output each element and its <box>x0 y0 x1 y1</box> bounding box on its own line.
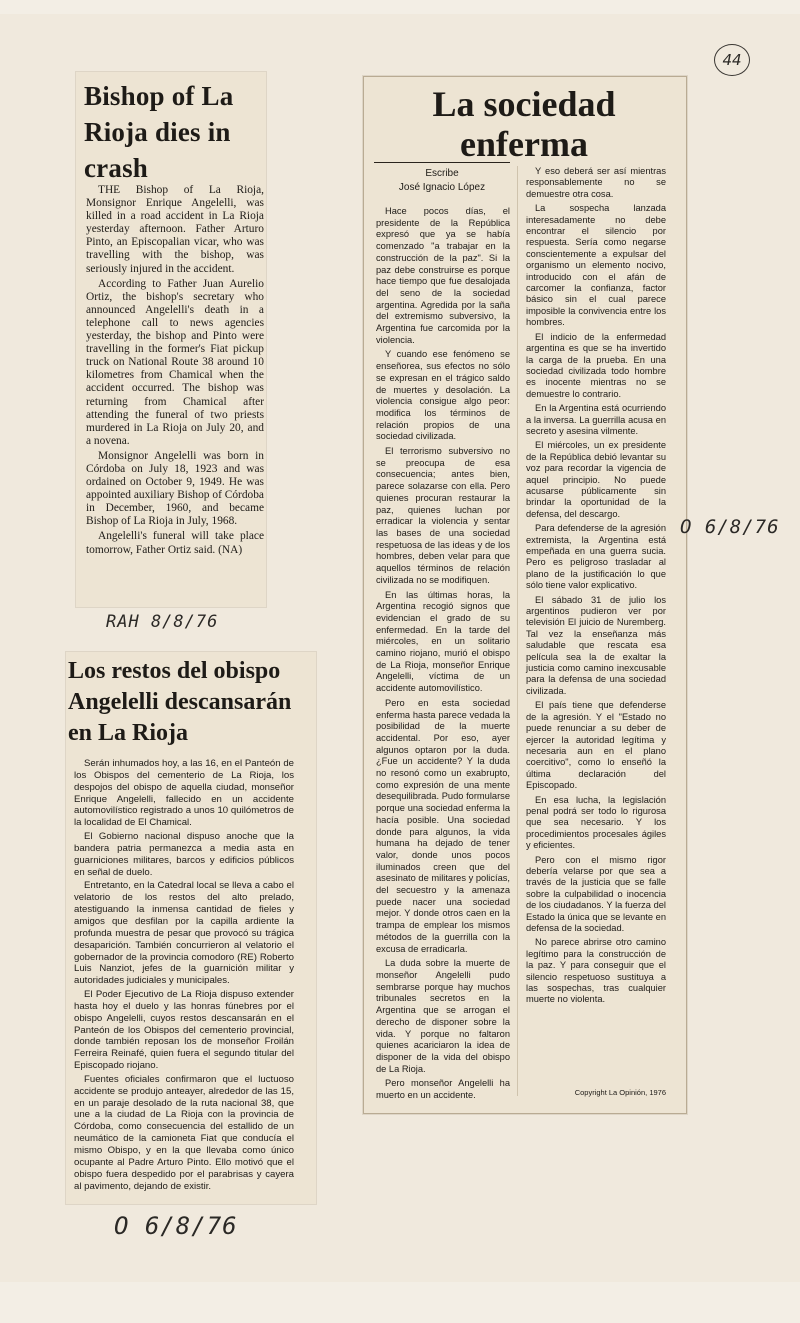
column-rule <box>517 166 518 1096</box>
handwritten-note-rah: RAH 8/8/76 <box>106 612 219 632</box>
paragraph: Y eso deberá ser así mientras responsablemente no se demuestre otra cosa. <box>526 166 666 199</box>
paragraph: Pero con el mismo rigor debería velarse por que sea a través de la justicia que se falle sobre la culpabilidad o inocencia de los ciudadanos. Y la fuerza del Estado la única que se levante en defensa de la sociedad. <box>526 854 666 933</box>
paragraph: According to Father Juan Aurelio Ortiz, the bishop's secretary who announced Angelelli's death in a telephone call to news agencies yesterday, the bishop and Pinto were travelling in the former's Fiat pickup truck on National Route 38 around 10 kilometres from Chamical when the accident occurred. The bishop was returning from Chamical after attending the funeral of two priests murdered in La Rioja on July 20, and a novena. <box>86 277 264 447</box>
paragraph: El Poder Ejecutivo de La Rioja dispuso extender hasta hoy el duelo y las honras fúnebres por el obispo Angelelli, cuyos restos descansarán en el Panteón de los Obispos del cementerio provincial, donde también reposan los de monseñor Froilán Ferreira Reinafé, quien fuera el segundo titular del Episcopado riojano. <box>74 989 294 1072</box>
body-restos <box>74 758 294 1194</box>
paragraph: El miércoles, un ex presidente de la República debió levantar su voz para recordar la vigencia de aquel principio. No puede acusarse públicamente sin brindar la oportunidad de la defensa, del descargo. <box>526 440 666 519</box>
headline-restos: Los restos del obispo Angelelli descansarán en La Rioja <box>68 658 292 746</box>
headline-bishop: Bishop of La Rioja dies in crash <box>84 81 234 183</box>
paragraph: El sábado 31 de julio los argentinos pudieron ver por televisión El juicio de Nuremberg. Tal vez la enseñanza más saludable que rescata esa película sea la de exaltar la justicia como camino inexcusable para la defensa de una sociedad civilizada. <box>526 594 666 696</box>
paragraph: El país tiene que defenderse de la agresión. Y el "Estado no puede renunciar a su deber de ejercer la autoridad legítima y necesaria aun en el plano coercitivo", como lo enseñó la última declaración del Episcopado. <box>526 700 666 791</box>
paragraph: Entretanto, en la Catedral local se lleva a cabo el velatorio de los restos del alto prelado, atestiguando la inmensa cantidad de fieles y amigos que desfilan por la capilla ardiente la profunda muestra de pesar que provocó su trágica desaparición. También concurrieron al velatorio el gobernador de la provincia comodoro (RE) Roberto Luis Nanziot, jefes de la guarnición militar y autoridades judiciales y municipales. <box>74 880 294 987</box>
byline-label: Escribe <box>425 168 459 179</box>
paragraph: En las últimas horas, la Argentina recogió signos que evidencian el grado de su enfermedad. En la tarde del miércoles, en un solitario camino riojano, murió el obispo de La Rioja, monseñor Enrique Angelelli, víctima de un accidente automovilístico. <box>376 589 510 694</box>
paragraph: En esa lucha, la legislación penal podrá ser todo lo rigurosa que sea necesario. Y los procedimientos procesales ágiles y eficientes. <box>526 794 666 851</box>
byline-author: José Ignacio López <box>398 182 486 193</box>
paragraph: No parece abrirse otro camino legítimo para la construcción de la paz. Y para conseguir que el silencio respetuoso sustituya a las sospechas, tras cualquier muerte no violenta. <box>526 937 666 1005</box>
paragraph: El terrorismo subversivo no se preocupa de esa consecuencia; antes bien, parece solazarse con ella. Pero quienes procuran restaurar la paz, quienes luchan por erradicar la violencia y sentar las bases de una sociedad respetuosa de las ideas y de los hombres, deben velar para que aquellos términos de relación civilizada no se modifiquen. <box>376 446 510 585</box>
paragraph: Pero en esta sociedad enferma hasta parece vedada la posibilidad de la muerte accidental. Por eso, ayer algunos optaron por la duda. ¿Fue un accidente? Y la duda no resonó como un exabrupto, como expresión de una mente desequilibrada. Pudo formularse porque una sociedad enferma la hacía posible. Una sociedad donde para algunos, la vida humana ha dejado de tener valor, donde unos pocos iluminados creen que del asesinato de militares y policías, del secuestro y la amenaza puede nacer una sociedad mejor. Y donde otros caen en la trampa de emplear los mismos métodos de la guerrilla con la excusa de erradicarla. <box>376 697 510 954</box>
paragraph: THE Bishop of La Rioja, Monsignor Enrique Angelelli, was killed in a road accident in La Rioja yesterday afternoon. Father Arturo Pinto, an Episcopalian vicar, who was travelling with the bishop, was seriously injured in the accident. <box>86 184 264 275</box>
column-left <box>376 206 510 1105</box>
paragraph: Pero monseñor Angelelli ha muerto en un accidente. <box>376 1078 510 1101</box>
page-number: 44 <box>714 44 750 76</box>
paragraph: La duda sobre la muerte de monseñor Angelelli pudo sembrarse porque hay muchos tribunales secretos en la Argentina que se arrogan el derecho de disponer sobre la vida. Y porque no faltaron quienes acariciaron la idea de disponer de la vida del obispo de La Rioja. <box>376 958 510 1074</box>
headline-sociedad: La sociedad enferma <box>432 84 616 164</box>
paragraph: Fuentes oficiales confirmaron que el luctuoso accidente se produjo anteayer, alrededor de las 15, en un paraje desolado de la ruta nacional 38, que une a la ciudad de La Rioja con la provincia de Córdoba, como consecuencia del estallido de un neumático de la camioneta Fiat que conducía el mismo Obispo, y en la que llevaba como único ocupante al Padre Arturo Pinto. Ello motivó que el obispo fuera despedido por el parabrisas y cayera al pavimento, dejando de existir. <box>74 1073 294 1192</box>
body-bishop <box>86 184 264 559</box>
handwritten-date-right: O 6/8/76 <box>680 516 780 538</box>
paragraph: Serán inhumados hoy, a las 16, en el Panteón de los Obispos del cementerio de La Rioja, los despojos del obispo de aquella ciudad, monseñor Enrique Angelelli, fallecido en un accidente automovilístico registrado a unos 10 quilómetros de la localidad de El Chamical. <box>74 758 294 829</box>
paragraph: En la Argentina está ocurriendo a la inversa. La guerrilla acusa en secreto y asesina vilmente. <box>526 403 666 436</box>
byline <box>374 162 510 195</box>
paragraph: El indicio de la enfermedad argentina es que se ha invertido la carga de la prueba. En una sociedad civilizada todo hombre es inocente mientras no se demuestre lo contrario. <box>526 331 666 399</box>
paragraph: La sospecha lanzada interesadamente no debe encontrar el silencio por respuesta. Sería como negarse conscientemente a expulsar del organismo un elemento nocivo, introducido con el afán de carcomer la confianza, factor básico sin el cual parece imposible la convivencia entre los hombres. <box>526 203 666 328</box>
column-right <box>526 166 666 1009</box>
paragraph: Monsignor Angelelli was born in Córdoba on July 18, 1923 and was ordained on October 9, 1949. He was appointed auxiliary Bishop of Córdoba in December, 1960, and became Bishop of La Rioja in July, 1968. <box>86 449 264 528</box>
handwritten-date-bottom: O 6/8/76 <box>114 1212 238 1240</box>
paragraph: Y cuando ese fenómeno se enseñorea, sus efectos no sólo se expresan en el trágico saldo de muertes y desolación. La violencia consigue algo peor: modifica los términos de relación propios de una sociedad civilizada. <box>376 349 510 442</box>
copyright: Copyright La Opinión, 1976 <box>574 1088 666 1097</box>
paragraph: Para defenderse de la agresión extremista, la Argentina está empeñada en una guerra sucia. Pero es peligroso trasladar al plano de la justificación lo que sólo tiene valor explicativo. <box>526 523 666 591</box>
paragraph: El Gobierno nacional dispuso anoche que la bandera patria permanezca a media asta en guarniciones militares, barcos y edificios públicos en señal de duelo. <box>74 831 294 878</box>
paragraph: Hace pocos días, el presidente de la República expresó que ya se había comenzado "a trabajar en la construcción de la paz". Si la paz debe construirse es porque hace tiempo que fue desalojada del seno de la sociedad argentina. Agredida por la saña del extremismo subversivo, la Argentina fue carcomida por la violencia. <box>376 206 510 345</box>
paragraph: Angelelli's funeral will take place tomorrow, Father Ortiz said. (NA) <box>86 530 264 556</box>
